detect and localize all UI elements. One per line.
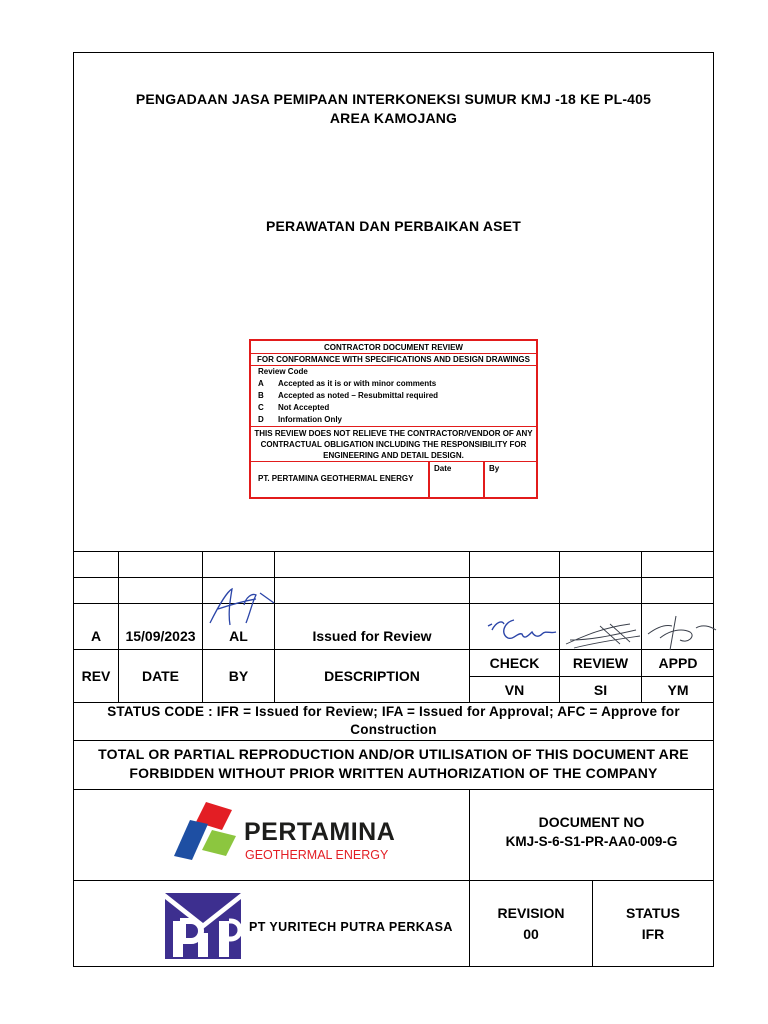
rev-a-date: 15/09/2023 [125,628,196,644]
document-no-value: KMJ-S-6-S1-PR-AA0-009-G [505,834,678,849]
project-title-line1: PENGADAAN JASA PEMIPAAN INTERKONEKSI SUMUR KMJ -18 KE PL-405 [135,91,652,107]
stamp-disclaimer-3: ENGINEERING AND DETAIL DESIGN. [323,451,464,460]
initials-check: VN [504,681,525,698]
stamp-date-label: Date [434,464,452,473]
reproduction-notice-line2: FORBIDDEN WITHOUT PRIOR WRITTEN AUTHORIZATION OF THE COMPANY [129,765,658,781]
pertamina-logo-sub: GEOTHERMAL ENERGY [245,848,389,862]
pertamina-logo-name: PERTAMINA [244,818,396,846]
stamp-by-label: By [489,464,500,473]
stamp-code-b: B Accepted as noted – Resubmittal required [258,391,439,400]
revision-label: REVISION [497,905,565,921]
signature-checker [484,612,564,652]
stamp-disclaimer-2: CONTRACTUAL OBLIGATION INCLUDING THE RESPONSIBILITY FOR [260,440,527,449]
revision-value: 00 [523,926,539,942]
rev-a-by: AL [229,628,248,644]
document-no-label: DOCUMENT NO [538,814,645,830]
pertamina-logo-icon [170,800,240,862]
pyp-logo-icon [165,893,241,959]
rev-a-description: Issued for Review [312,628,432,644]
stamp-subtitle: FOR CONFORMANCE WITH SPECIFICATIONS AND DESIGN DRAWINGS [257,355,530,364]
status-value: IFR [641,926,665,942]
header-description: DESCRIPTION [324,668,420,684]
stamp-code-a: A Accepted as it is or with minor comments [258,379,437,388]
rev-a: A [90,628,102,644]
stamp-title: CONTRACTOR DOCUMENT REVIEW [324,343,463,352]
contractor-name: PT YURITECH PUTRA PERKASA [249,920,453,934]
project-title-line2: AREA KAMOJANG [329,110,458,126]
status-code-line2: Construction [350,722,437,737]
document-title: PERAWATAN DAN PERBAIKAN ASET [265,218,522,234]
initials-appd: YM [667,681,689,698]
contractor-review-stamp [249,339,538,499]
header-rev: REV [81,668,111,684]
signature-reviewer [560,618,650,652]
reproduction-notice-line1: TOTAL OR PARTIAL REPRODUCTION AND/OR UTILISATION OF THIS DOCUMENT ARE [98,746,689,762]
signature-approver [640,610,720,652]
initials-review: SI [593,681,608,698]
stamp-company: PT. PERTAMINA GEOTHERMAL ENERGY [258,474,414,483]
header-by: BY [228,668,249,684]
stamp-codes-heading: Review Code [258,367,308,376]
signature-preparer [200,583,280,633]
stamp-disclaimer-1: THIS REVIEW DOES NOT RELIEVE THE CONTRACTOR/VENDOR OF ANY [254,429,533,438]
stamp-code-c: C Not Accepted [258,403,330,412]
status-code-line1: STATUS CODE : IFR = Issued for Review; IFA = Issued for Approval; AFC = Approve for [107,704,680,719]
header-date: DATE [141,668,180,684]
header-appd: APPD [658,655,698,671]
header-review: REVIEW [572,655,629,671]
header-check: CHECK [489,655,540,671]
stamp-code-d: D Information Only [258,415,342,424]
status-label: STATUS [626,905,680,921]
